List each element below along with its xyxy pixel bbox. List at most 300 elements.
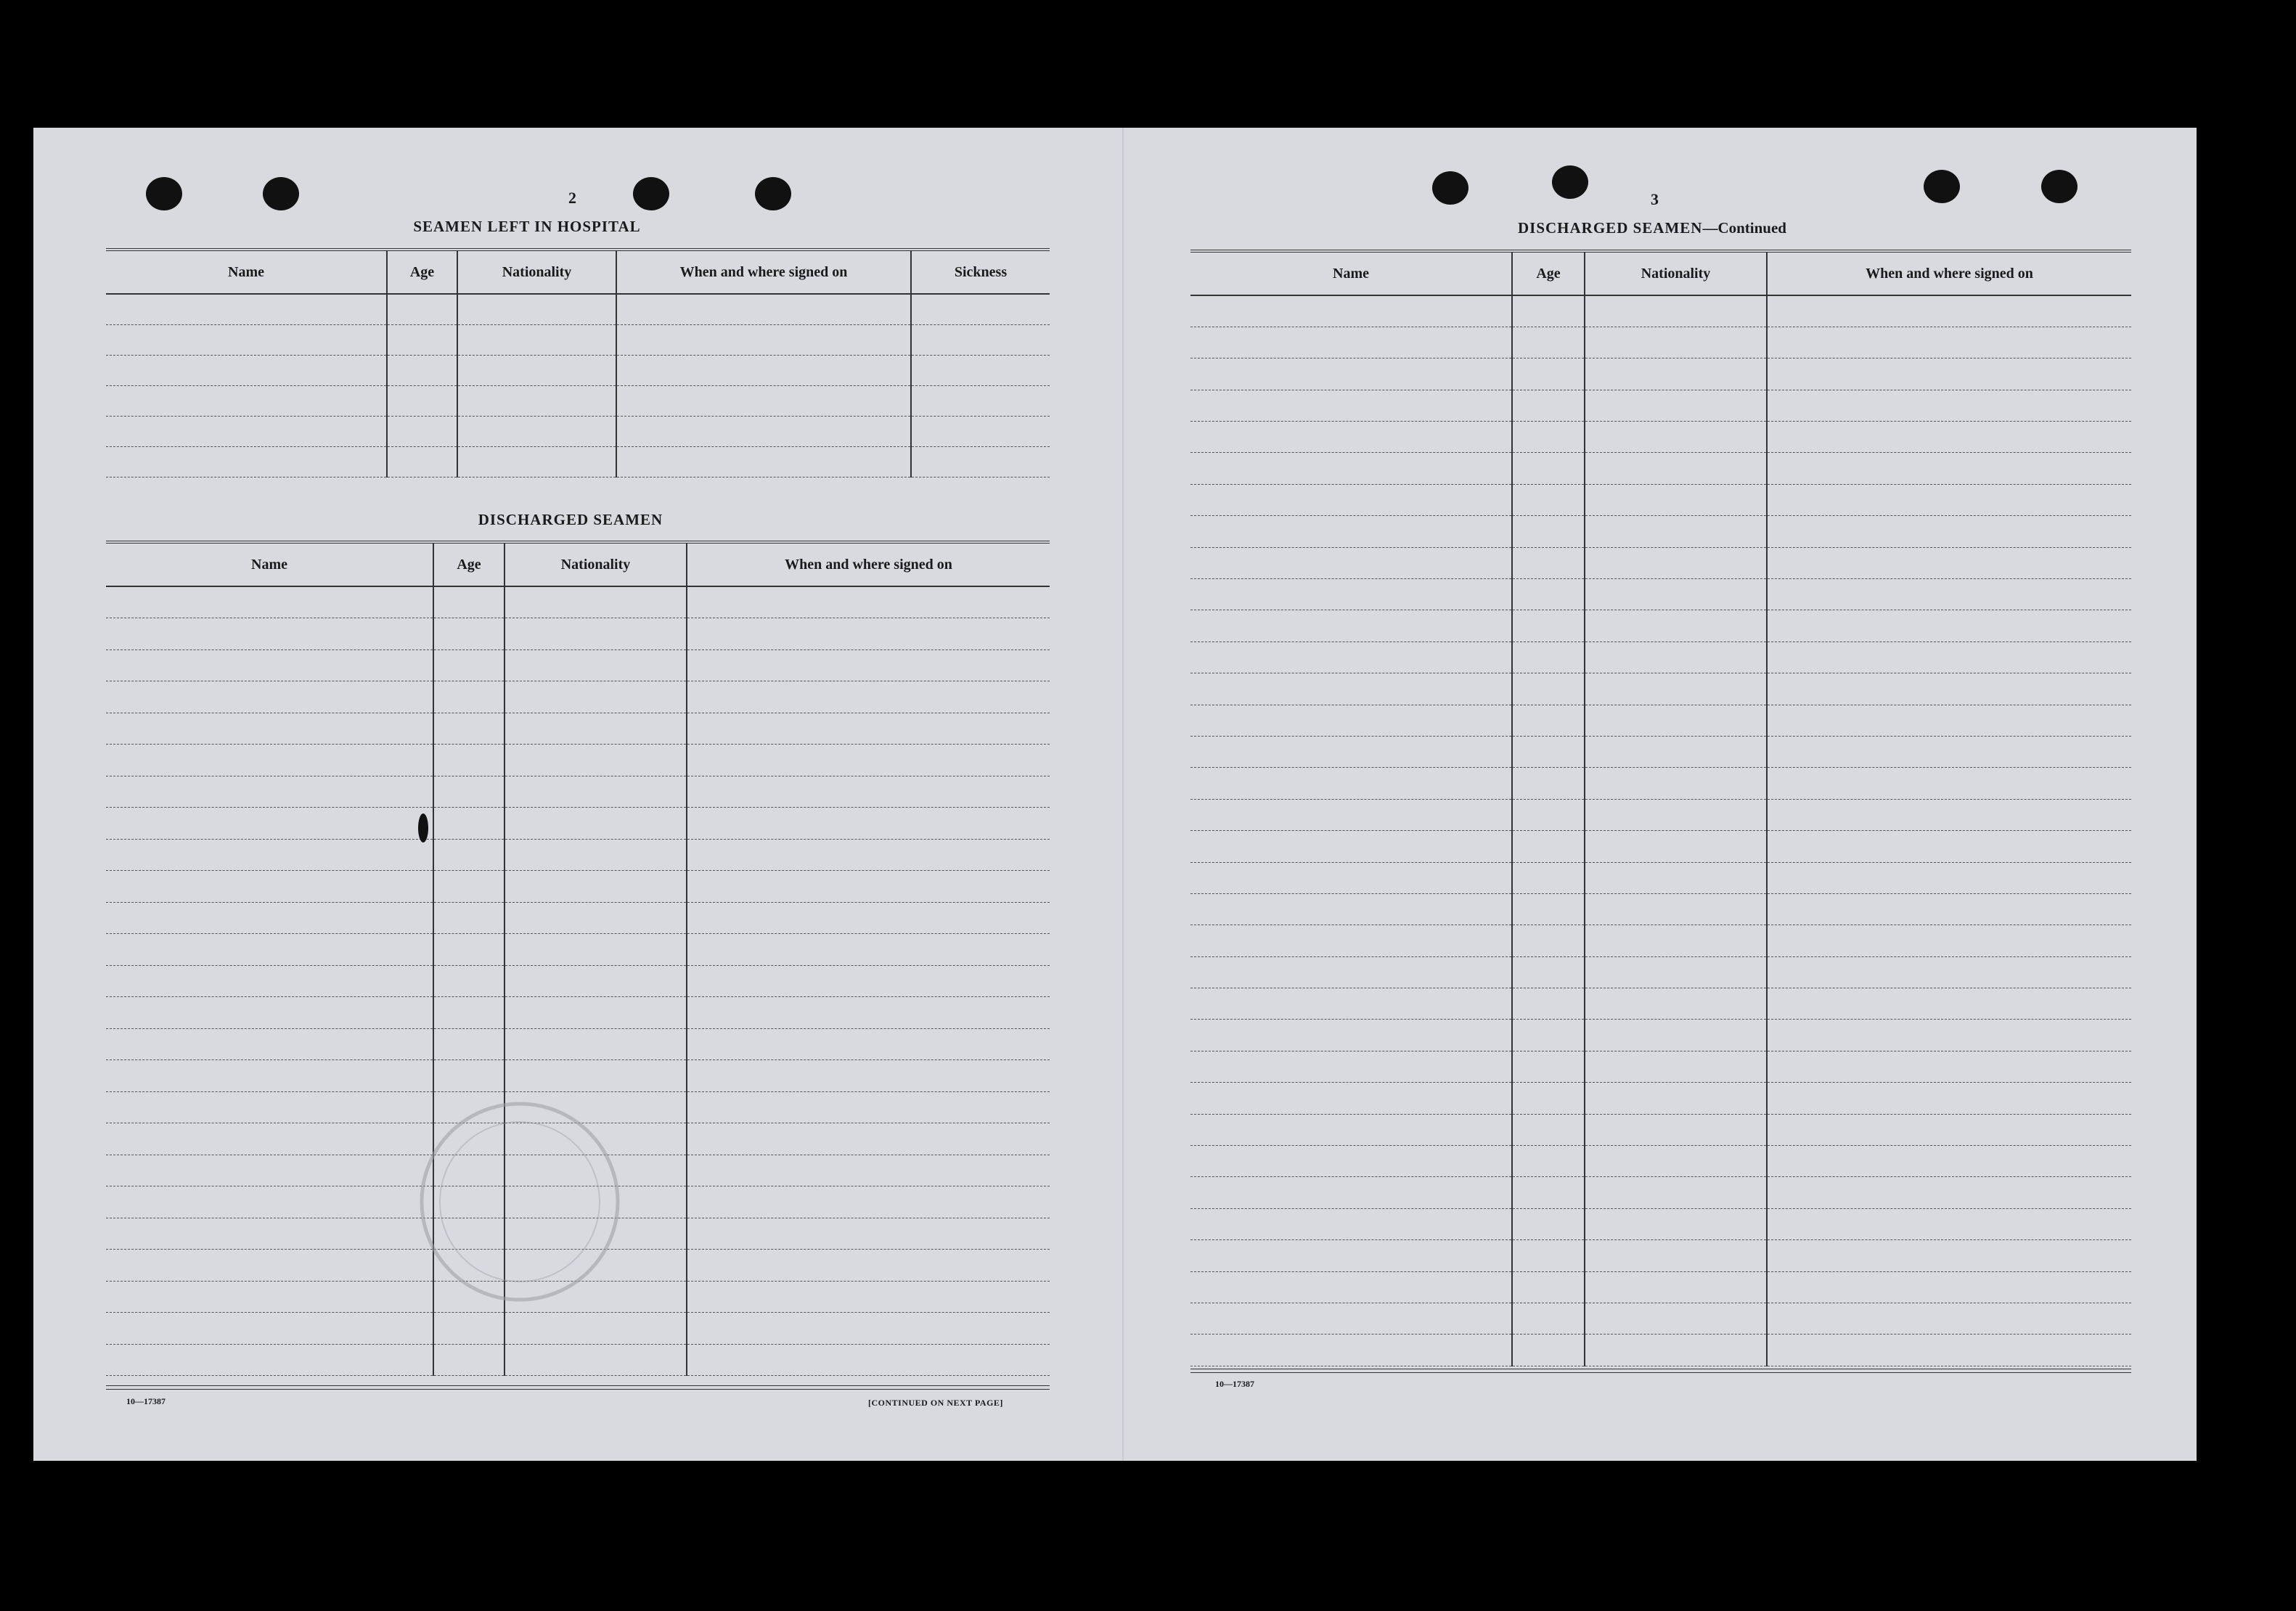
table-cell <box>1585 1020 1767 1051</box>
table-cell <box>1190 831 1512 862</box>
table-cell <box>1767 736 2131 767</box>
table-cell <box>1585 862 1767 893</box>
table-row <box>1190 1114 2131 1145</box>
table-cell <box>687 745 1050 776</box>
table-cell <box>433 1028 504 1060</box>
punch-hole <box>2041 170 2078 203</box>
table-cell <box>1767 705 2131 736</box>
table-cell <box>1512 579 1585 610</box>
table-cell <box>457 385 616 416</box>
table-cell <box>1512 1051 1585 1082</box>
table-cell <box>1512 484 1585 515</box>
table-cell <box>911 294 1050 324</box>
table-cell <box>1585 988 1767 1020</box>
table-cell <box>1767 831 2131 862</box>
table-cell <box>687 1186 1050 1218</box>
table-bottom-rule <box>106 1385 1050 1390</box>
table-cell <box>616 324 911 355</box>
table-cell <box>106 649 433 681</box>
table-bottom-rule <box>1190 1369 2131 1373</box>
table-row <box>1190 893 2131 925</box>
table-cell <box>1767 641 2131 673</box>
table-cell <box>504 649 687 681</box>
table-cell <box>387 385 457 416</box>
table-cell <box>687 586 1050 618</box>
table-cell <box>1585 390 1767 421</box>
section-title-text: DISCHARGED SEAMEN <box>1518 219 1703 237</box>
table-cell <box>1512 422 1585 453</box>
table-cell <box>1190 799 1512 830</box>
table-cell <box>106 294 387 324</box>
table-cell <box>1512 1303 1585 1335</box>
table-cell <box>106 586 433 618</box>
table-cell <box>1767 925 2131 956</box>
table-row <box>106 745 1050 776</box>
table-cell <box>106 902 433 934</box>
table-cell <box>1190 893 1512 925</box>
table-cell <box>1190 736 1512 767</box>
table-row <box>106 681 1050 713</box>
table-cell <box>1585 925 1767 956</box>
faded-stamp-mark <box>382 1093 643 1311</box>
table-cell <box>1585 705 1767 736</box>
table-row <box>1190 422 2131 453</box>
table-cell <box>1585 1146 1767 1177</box>
table-cell <box>1767 893 2131 925</box>
table-row <box>1190 516 2131 547</box>
table-cell <box>1767 547 2131 578</box>
table-cell <box>1585 295 1767 327</box>
column-header-signed-on: When and where signed on <box>1767 251 2131 295</box>
table-cell <box>1190 295 1512 327</box>
table-cell <box>504 1060 687 1092</box>
column-header-name: Name <box>106 542 433 586</box>
table-cell <box>106 324 387 355</box>
table-cell <box>433 934 504 966</box>
table-row <box>106 839 1050 871</box>
table-cell <box>687 902 1050 934</box>
table-row <box>1190 1208 2131 1239</box>
table-cell <box>1767 295 2131 327</box>
table-cell <box>687 681 1050 713</box>
table-cell <box>687 713 1050 745</box>
table-cell <box>1512 768 1585 799</box>
table-cell <box>106 713 433 745</box>
table-cell <box>1767 1303 2131 1335</box>
table-cell <box>1585 453 1767 484</box>
table-cell <box>1767 390 2131 421</box>
table-cell <box>1190 422 1512 453</box>
table-row <box>1190 453 2131 484</box>
table-cell <box>106 416 387 446</box>
table-cell <box>911 324 1050 355</box>
table-cell <box>1512 893 1585 925</box>
table-cell <box>1190 1083 1512 1114</box>
table-cell <box>1512 1240 1585 1271</box>
table-row <box>106 324 1050 355</box>
table-cell <box>687 871 1050 903</box>
page-fold <box>1122 128 1124 1461</box>
table-cell <box>504 586 687 618</box>
table-cell <box>1585 1208 1767 1239</box>
table-row <box>1190 988 2131 1020</box>
punch-hole <box>633 177 669 210</box>
table-cell <box>106 934 433 966</box>
table-cell <box>1585 1335 1767 1366</box>
table-cell <box>1512 831 1585 862</box>
table-cell <box>616 294 911 324</box>
table-cell <box>911 416 1050 446</box>
table-cell <box>1512 799 1585 830</box>
table-cell <box>1512 862 1585 893</box>
table-cell <box>616 355 911 385</box>
table-cell <box>687 997 1050 1029</box>
table-cell <box>687 934 1050 966</box>
table-row <box>106 416 1050 446</box>
table-cell <box>1767 422 2131 453</box>
table-cell <box>504 808 687 840</box>
table-cell <box>457 416 616 446</box>
table-cell <box>1585 831 1767 862</box>
page-number: 3 <box>1651 190 1659 208</box>
table-cell <box>433 1313 504 1345</box>
table-cell <box>687 808 1050 840</box>
table-cell <box>616 416 911 446</box>
table-cell <box>1190 516 1512 547</box>
table-cell <box>504 681 687 713</box>
column-header-sickness: Sickness <box>911 250 1050 294</box>
table-cell <box>387 355 457 385</box>
table-row <box>106 618 1050 650</box>
table-row <box>1190 862 2131 893</box>
table-cell <box>1585 610 1767 641</box>
table-cell <box>1512 1335 1585 1366</box>
table-cell <box>106 997 433 1029</box>
form-code: 10—17387 <box>126 1396 166 1406</box>
table-cell <box>1767 327 2131 358</box>
table-cell <box>1512 1177 1585 1208</box>
table-row <box>106 808 1050 840</box>
table-cell <box>1190 1146 1512 1177</box>
table-cell <box>504 1344 687 1376</box>
table-cell <box>1190 1051 1512 1082</box>
table-cell <box>1512 705 1585 736</box>
table-row <box>106 294 1050 324</box>
column-header-age: Age <box>433 542 504 586</box>
table-row <box>1190 327 2131 358</box>
table-cell <box>1190 1114 1512 1145</box>
table-cell <box>1512 547 1585 578</box>
table-cell <box>1512 925 1585 956</box>
table-row <box>1190 768 2131 799</box>
table-cell <box>687 1250 1050 1282</box>
table-cell <box>106 965 433 997</box>
table-row <box>1190 1083 2131 1114</box>
table-row <box>106 871 1050 903</box>
table-cell <box>106 776 433 808</box>
table-row <box>1190 358 2131 390</box>
table-row <box>106 997 1050 1029</box>
continued-note: [CONTINUED ON NEXT PAGE] <box>868 1398 1003 1408</box>
table-cell <box>1190 641 1512 673</box>
table-cell <box>106 1344 433 1376</box>
table-cell <box>1767 799 2131 830</box>
table-row <box>1190 1240 2131 1271</box>
table-row <box>106 1028 1050 1060</box>
column-header-age: Age <box>1512 251 1585 295</box>
table-cell <box>433 997 504 1029</box>
table-cell <box>1585 893 1767 925</box>
table-cell <box>1767 1051 2131 1082</box>
table-cell <box>106 1060 433 1092</box>
table-cell <box>106 446 387 477</box>
table-cell <box>1585 1051 1767 1082</box>
discharged-continued-table <box>1190 250 2131 1366</box>
column-header-name: Name <box>106 250 387 294</box>
table-cell <box>1190 579 1512 610</box>
table-cell <box>106 681 433 713</box>
table-cell <box>911 446 1050 477</box>
table-cell <box>687 1155 1050 1186</box>
table-cell <box>504 871 687 903</box>
table-cell <box>687 618 1050 650</box>
column-header-nationality: Nationality <box>1585 251 1767 295</box>
section-title-discharged-continued <box>1449 219 1855 237</box>
table-row <box>1190 1146 2131 1177</box>
table-cell <box>1512 516 1585 547</box>
table-cell <box>433 871 504 903</box>
punch-hole <box>1432 171 1468 205</box>
table-cell <box>1190 484 1512 515</box>
table-row <box>1190 641 2131 673</box>
table-cell <box>1512 673 1585 705</box>
table-cell <box>504 713 687 745</box>
table-cell <box>1190 1240 1512 1271</box>
table-cell <box>106 808 433 840</box>
table-cell <box>687 1218 1050 1250</box>
table-cell <box>1767 579 2131 610</box>
punch-hole <box>263 177 299 210</box>
column-header-signed-on: When and where signed on <box>687 542 1050 586</box>
section-title-hospital: SEAMEN LEFT IN HOSPITAL <box>413 218 641 235</box>
table-cell <box>504 745 687 776</box>
table-cell <box>1767 453 2131 484</box>
table-cell <box>1767 1020 2131 1051</box>
table-cell <box>687 1028 1050 1060</box>
table-cell <box>504 1313 687 1345</box>
table-row <box>1190 1051 2131 1082</box>
table-cell <box>1190 705 1512 736</box>
table-cell <box>1190 453 1512 484</box>
table-cell <box>1767 956 2131 988</box>
table-cell <box>1767 988 2131 1020</box>
table-cell <box>433 649 504 681</box>
table-cell <box>1767 1177 2131 1208</box>
table-row <box>106 1060 1050 1092</box>
table-cell <box>504 839 687 871</box>
table-cell <box>1767 768 2131 799</box>
table-cell <box>1767 1083 2131 1114</box>
table-cell <box>504 618 687 650</box>
table-cell <box>687 1091 1050 1123</box>
table-cell <box>1190 1208 1512 1239</box>
table-cell <box>1767 1146 2131 1177</box>
table-cell <box>1585 1083 1767 1114</box>
table-cell <box>433 965 504 997</box>
table-cell <box>433 1344 504 1376</box>
table-cell <box>1512 1146 1585 1177</box>
table-row <box>106 1344 1050 1376</box>
table-cell <box>1190 988 1512 1020</box>
table-row <box>1190 925 2131 956</box>
table-cell <box>687 1123 1050 1155</box>
table-row <box>106 446 1050 477</box>
table-cell <box>457 446 616 477</box>
table-row <box>1190 390 2131 421</box>
ink-blot <box>418 813 428 843</box>
table-cell <box>1585 1303 1767 1335</box>
table-row <box>1190 673 2131 705</box>
table-cell <box>106 745 433 776</box>
table-cell <box>504 965 687 997</box>
discharged-continued-rows <box>1190 295 2131 1366</box>
table-cell <box>457 294 616 324</box>
table-cell <box>1767 516 2131 547</box>
table-cell <box>687 1313 1050 1345</box>
table-cell <box>1767 1240 2131 1271</box>
table-cell <box>687 1060 1050 1092</box>
section-title-discharged: DISCHARGED SEAMEN <box>478 511 663 528</box>
table-cell <box>106 355 387 385</box>
table-cell <box>106 839 433 871</box>
table-row <box>106 649 1050 681</box>
table-cell <box>433 681 504 713</box>
column-header-age: Age <box>387 250 457 294</box>
table-row <box>106 902 1050 934</box>
table-cell <box>1585 1271 1767 1303</box>
table-cell <box>387 324 457 355</box>
column-header-nationality: Nationality <box>457 250 616 294</box>
table-row <box>1190 1177 2131 1208</box>
table-cell <box>106 385 387 416</box>
table-cell <box>1512 1114 1585 1145</box>
table-row <box>1190 1271 2131 1303</box>
table-cell <box>1767 610 2131 641</box>
table-cell <box>1190 1303 1512 1335</box>
table-row <box>1190 831 2131 862</box>
table-cell <box>1190 390 1512 421</box>
table-row <box>106 586 1050 618</box>
table-cell <box>687 839 1050 871</box>
table-cell <box>1190 956 1512 988</box>
table-cell <box>1512 1271 1585 1303</box>
punch-hole <box>1552 165 1588 199</box>
table-row <box>1190 736 2131 767</box>
table-cell <box>1585 547 1767 578</box>
table-row <box>106 713 1050 745</box>
table-cell <box>616 385 911 416</box>
table-row <box>1190 1303 2131 1335</box>
table-cell <box>1585 1240 1767 1271</box>
table-cell <box>1767 673 2131 705</box>
table-cell <box>1512 390 1585 421</box>
table-cell <box>1512 327 1585 358</box>
table-row <box>106 934 1050 966</box>
table-row <box>1190 484 2131 515</box>
table-cell <box>1190 768 1512 799</box>
table-cell <box>106 871 433 903</box>
table-cell <box>433 618 504 650</box>
table-cell <box>504 997 687 1029</box>
punch-hole <box>755 177 791 210</box>
table-cell <box>433 776 504 808</box>
table-cell <box>1767 1335 2131 1366</box>
column-header-name: Name <box>1190 251 1512 295</box>
hospital-rows <box>106 294 1050 477</box>
table-cell <box>1585 516 1767 547</box>
table-cell <box>504 934 687 966</box>
table-row <box>1190 610 2131 641</box>
table-cell <box>387 416 457 446</box>
table-cell <box>911 385 1050 416</box>
column-header-nationality: Nationality <box>504 542 687 586</box>
table-cell <box>1190 1271 1512 1303</box>
table-cell <box>1190 673 1512 705</box>
table-cell <box>1767 862 2131 893</box>
table-cell <box>1190 925 1512 956</box>
table-cell <box>1512 610 1585 641</box>
table-cell <box>1190 1020 1512 1051</box>
table-row <box>1190 956 2131 988</box>
section-title-suffix: —Continued <box>1702 219 1786 237</box>
punch-hole <box>1924 170 1960 203</box>
form-code: 10—17387 <box>1215 1379 1254 1389</box>
table-cell <box>687 649 1050 681</box>
column-header-signed-on: When and where signed on <box>616 250 911 294</box>
table-cell <box>106 1313 433 1345</box>
table-cell <box>504 1028 687 1060</box>
table-cell <box>1190 610 1512 641</box>
table-cell <box>106 618 433 650</box>
table-row <box>1190 295 2131 327</box>
table-row <box>1190 1020 2131 1051</box>
table-cell <box>433 713 504 745</box>
table-row <box>106 965 1050 997</box>
table-cell <box>1767 484 2131 515</box>
table-cell <box>1767 358 2131 390</box>
page-number: 2 <box>568 189 576 207</box>
table-cell <box>687 1344 1050 1376</box>
table-cell <box>1512 453 1585 484</box>
table-row <box>1190 799 2131 830</box>
table-cell <box>1585 956 1767 988</box>
table-cell <box>433 808 504 840</box>
table-cell <box>433 745 504 776</box>
document-sheet <box>33 128 2197 1461</box>
table-cell <box>433 586 504 618</box>
table-cell <box>687 1281 1050 1313</box>
table-cell <box>1767 1114 2131 1145</box>
table-cell <box>1767 1208 2131 1239</box>
table-row <box>106 355 1050 385</box>
table-cell <box>1512 295 1585 327</box>
table-cell <box>1190 1335 1512 1366</box>
table-cell <box>457 355 616 385</box>
table-cell <box>1585 641 1767 673</box>
table-cell <box>1585 422 1767 453</box>
table-cell <box>1585 673 1767 705</box>
table-cell <box>687 776 1050 808</box>
